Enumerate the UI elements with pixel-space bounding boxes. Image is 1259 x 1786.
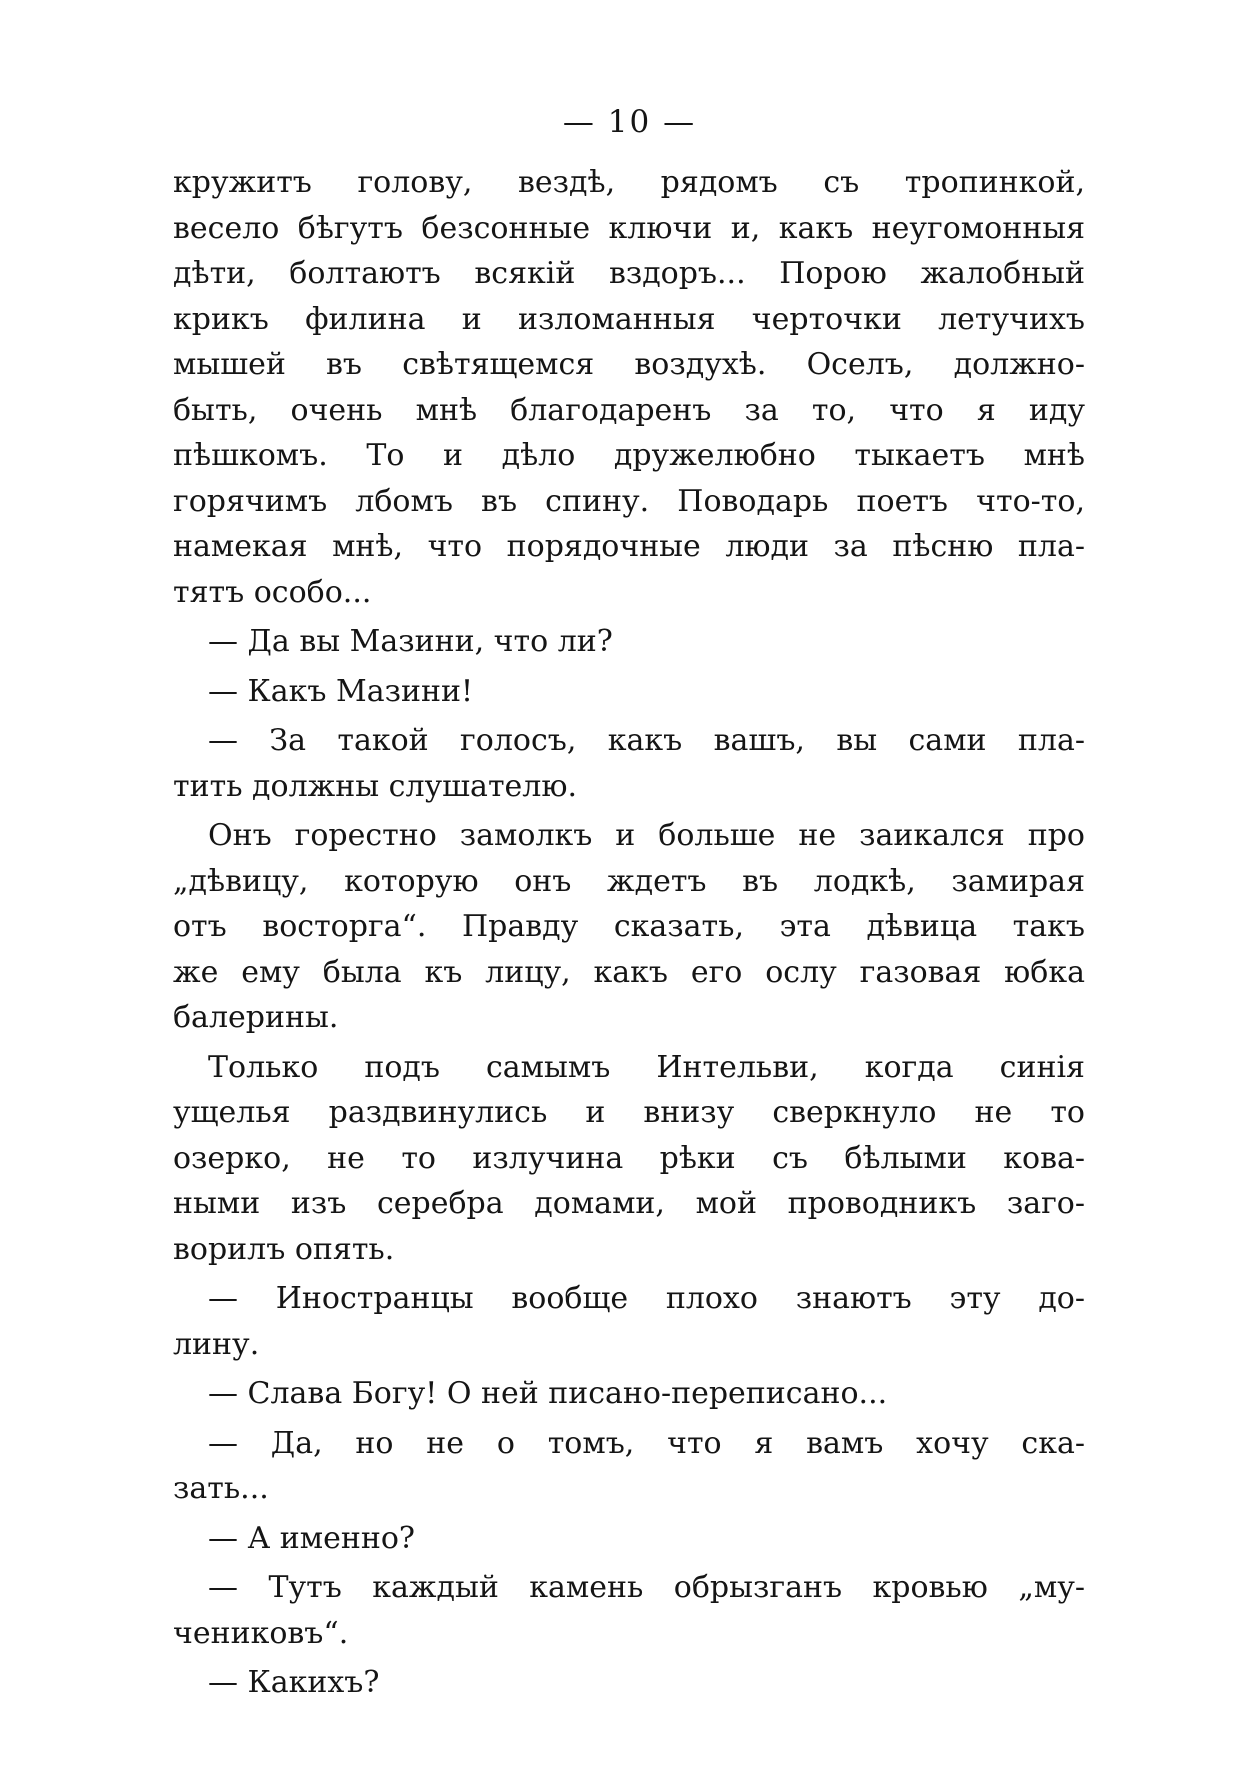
text-line: дѣти, болтаютъ всякій вздоръ... Порою жалобный	[173, 256, 1085, 291]
text-line: чениковъ“.	[173, 1615, 349, 1651]
text-line: отъ восторга“. Правду сказать, эта дѣвица такъ	[173, 909, 1085, 944]
dialogue-line: — Тутъ каждый камень обрызганъ кровью „му-	[208, 1570, 1085, 1605]
text-line: балерины.	[173, 1000, 339, 1035]
text-line: кружитъ голову, вездѣ, рядомъ съ тропинкой,	[173, 165, 1085, 200]
page-number: — 10 —	[562, 104, 697, 140]
text-line: горячимъ лбомъ въ спину. Поводарь поетъ что-то,	[173, 483, 1085, 519]
text-line: зать...	[173, 1471, 269, 1506]
paragraph-start: Только подъ самымъ Интельви, когда синія	[208, 1049, 1085, 1085]
text-line: озерко, не то излучина рѣки съ бѣлыми кова-	[173, 1140, 1085, 1176]
dialogue-line: — Иностранцы вообще плохо знаютъ эту до-	[208, 1281, 1085, 1316]
text-line: же ему была къ лицу, какъ его ослу газовая юбка	[173, 954, 1085, 990]
text-line: тятъ особо...	[173, 574, 372, 610]
paragraph-start: Онъ горестно замолкъ и больше не заикался про	[208, 818, 1085, 853]
dialogue-line: — Какихъ?	[208, 1665, 380, 1700]
text-line: намекая мнѣ, что порядочные люди за пѣсню пла-	[173, 529, 1085, 564]
dialogue-line: — За такой голосъ, какъ вашъ, вы сами пла-	[208, 723, 1085, 758]
text-line: быть, очень мнѣ благодаренъ за то, что я иду	[173, 392, 1085, 428]
text-line: весело бѣгутъ безсонные ключи и, какъ неугомонныя	[173, 210, 1085, 246]
dialogue-line: — Да, но не о томъ, что я вамъ хочу ска-	[208, 1425, 1085, 1461]
body-text	[173, 160, 1085, 1706]
dialogue-line: — Какъ Мазини!	[208, 673, 474, 709]
text-line: ными изъ серебра домами, мой проводникъ заго-	[173, 1186, 1085, 1221]
text-line: лину.	[173, 1326, 260, 1362]
text-line: „дѣвицу, которую онъ ждетъ въ лодкѣ, замирая	[173, 863, 1085, 899]
text-line: ущелья раздвинулись и внизу сверкнуло не то	[173, 1095, 1085, 1130]
text-line: мышей въ свѣтящемся воздухѣ. Оселъ, должно-	[173, 347, 1085, 382]
dialogue-line: — Да вы Мазини, что ли?	[208, 624, 613, 659]
text-line: крикъ филина и изломанныя черточки летучихъ	[173, 301, 1085, 337]
text-line: ворилъ опять.	[173, 1231, 395, 1267]
dialogue-line: — Слава Богу! О ней писано-переписано...	[208, 1376, 888, 1411]
dialogue-line: — А именно?	[208, 1520, 416, 1556]
text-line: тить должны слушателю.	[173, 768, 578, 804]
text-line: пѣшкомъ. То и дѣло дружелюбно тыкаетъ мнѣ	[173, 438, 1085, 473]
